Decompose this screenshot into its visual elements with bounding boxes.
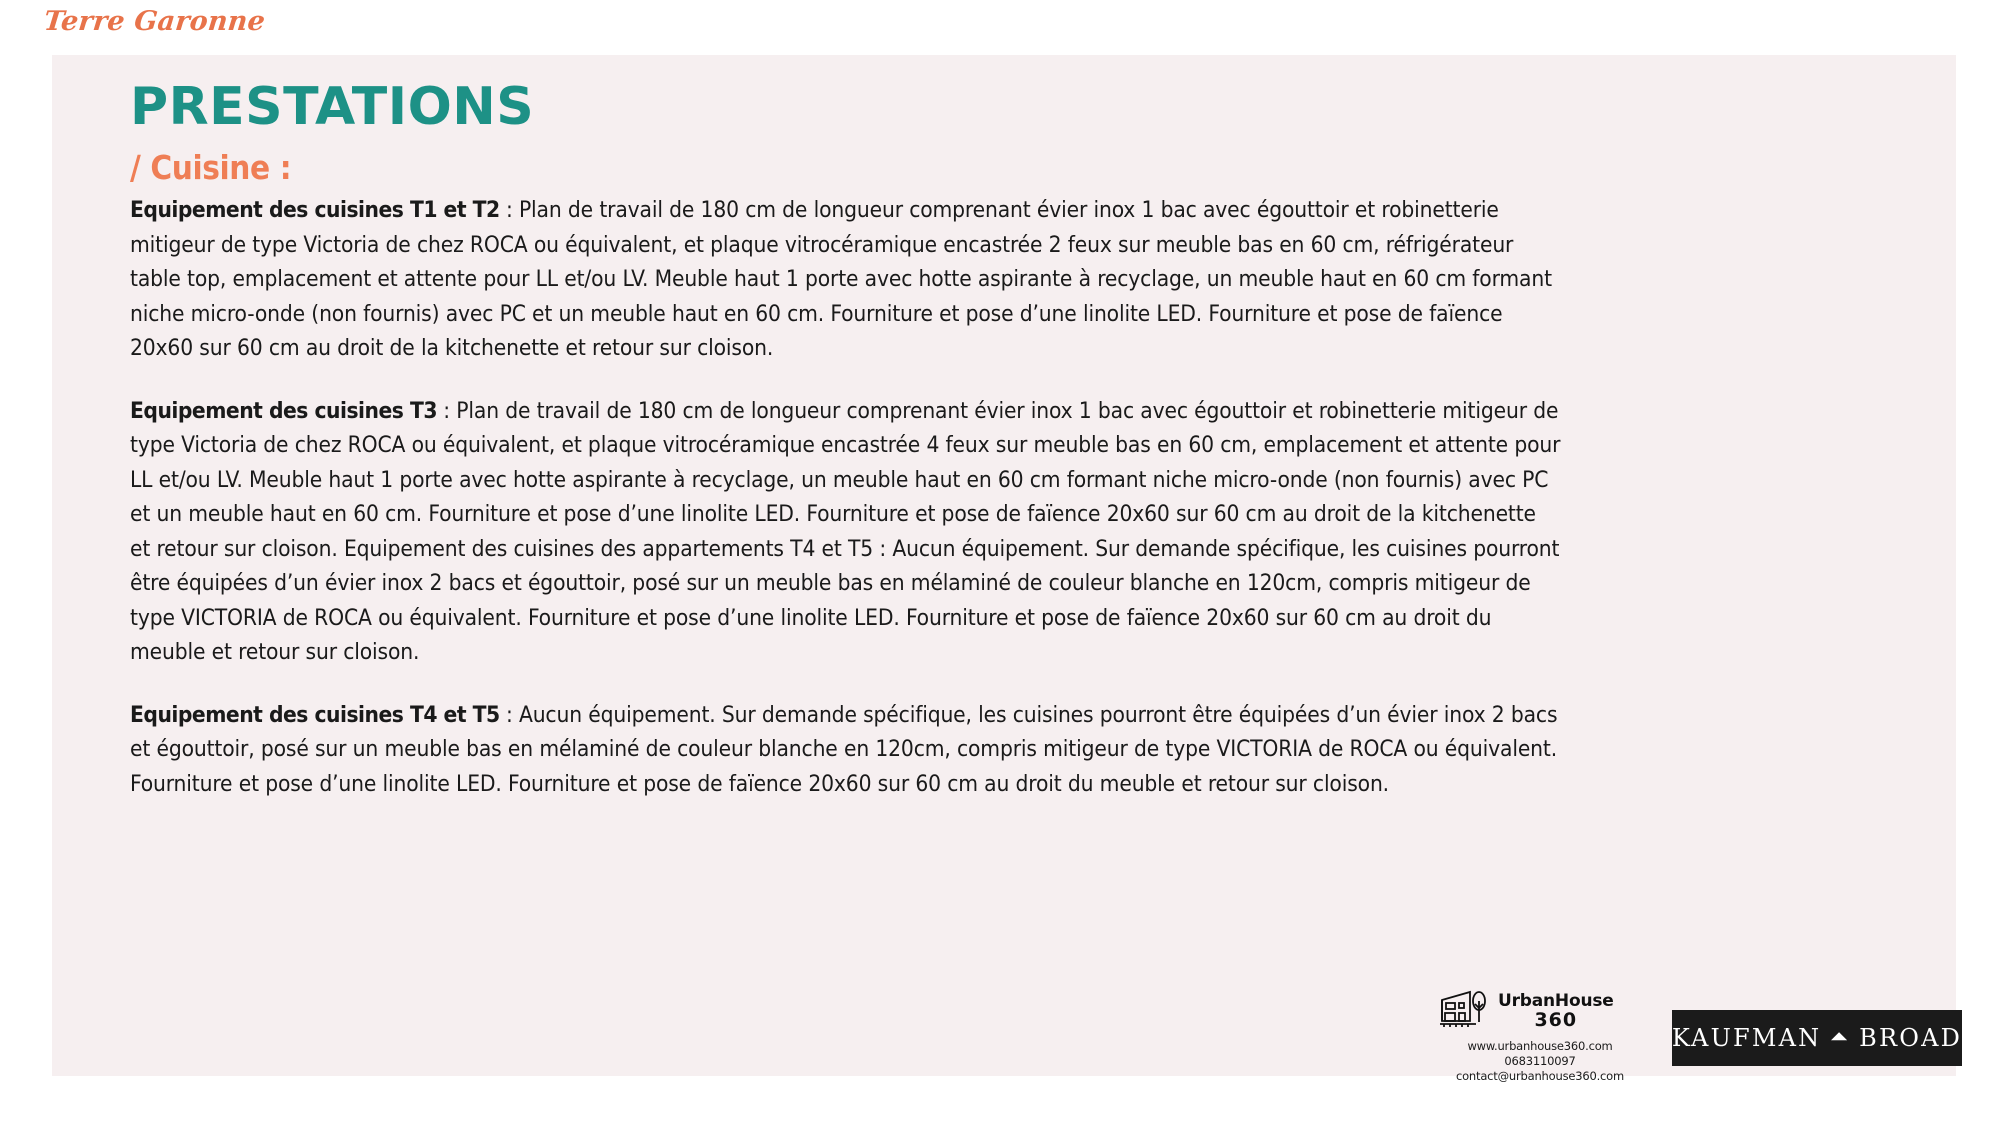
panel-inner [130,77,1916,801]
paragraph-t4-t5 [130,698,1562,802]
brand-logo: Terre Garonne [42,6,267,37]
page-title: PRESTATIONS [130,77,535,137]
paragraph-text: : Aucun équipement. Sur demande spécifique, les cuisines pourront être équipées d’un évier inox 2 bacs et égouttoir, posé sur un meuble bas en mélaminé de couleur blanche en 120cm, compris mitigeur de type VICTORIA de ROCA ou équivalent. Fourniture et pose d’une linolite LED. Fourniture et pose de faïence 20x60 sur 60 cm au droit du meuble et retour sur cloison. [130,701,1558,797]
urbanhouse-logo [1440,988,1640,1084]
paragraph-lead: Equipement des cuisines T1 et T2 [130,197,500,224]
paragraph-lead: Equipement des cuisines T3 [130,397,437,424]
house-tree-icon [1440,988,1492,1033]
paragraph-text: : Plan de travail de 180 cm de longueur comprenant évier inox 1 bac avec égouttoir et robinetterie mitigeur de type Victoria de chez ROCA ou équivalent, et plaque vitrocéramique encastrée 2 feux sur meuble bas en 60 cm, réfrigérateur table top, emplacement et attente pour LL et/ou LV. Meuble haut 1 porte avec hotte aspirante à recyclage, un meuble haut en 60 cm formant niche micro-onde (non fournis) avec PC et un meuble haut en 60 cm. Fourniture et pose d’une linolite LED. Fourniture et pose de faïence 20x60 sur 60 cm au droit de la kitchenette et retour sur cloison. [130,197,1552,362]
kaufman-word: KAUFMAN [1671,1024,1822,1052]
paragraph-lead: Equipement des cuisines T4 et T5 [130,701,500,728]
content-panel [52,55,1956,1076]
urbanhouse-contact [1440,1039,1640,1084]
urbanhouse-email[interactable]: contact@urbanhouse360.com [1455,1069,1625,1083]
paragraph-t3 [130,394,1562,670]
section-title-cuisine: / Cuisine : [130,148,292,188]
kaufman-broad-triangle-icon: ⏶ [1830,1025,1851,1050]
paragraph-text: : Plan de travail de 180 cm de longueur comprenant évier inox 1 bac avec égouttoir et robinetterie mitigeur de type Victoria de chez ROCA ou équivalent, et plaque vitrocéramique encastrée 4 feux sur meuble bas en 60 cm, emplacement et attente pour LL et/ou LV. Meuble haut 1 porte avec hotte aspirante à recyclage, un meuble haut en 60 cm formant niche micro-onde (non fournis) avec PC et un meuble haut en 60 cm. Fourniture et pose d’une linolite LED. Fourniture et pose de faïence 20x60 sur 60 cm au droit de la kitchenette et retour sur cloison. Equipement des cuisines des appartements T4 et T5 : Aucun équipement. Sur demande spécifique, les cuisines pourront être équipées d’un évier inox 2 bacs et égouttoir, posé sur un meuble bas en mélaminé de couleur blanche en 120cm, compris mitigeur de type VICTORIA de ROCA ou équivalent. Fourniture et pose d’une linolite LED. Fourniture et pose de faïence 20x60 sur 60 cm au droit du meuble et retour sur cloison. [130,397,1561,666]
urbanhouse-phone[interactable]: 0683110097 [1504,1054,1576,1068]
urbanhouse-website[interactable]: www.urbanhouse360.com [1467,1039,1613,1053]
urbanhouse-logo-top [1440,988,1640,1033]
urbanhouse-name [1498,992,1614,1030]
kaufman-broad-text [1672,1024,1962,1052]
urbanhouse-name-line2: 360 [1534,1008,1578,1031]
urbanhouse-name-line1: UrbanHouse [1498,990,1614,1011]
prestations-body [130,193,1562,801]
broad-word: BROAD [1859,1024,1963,1052]
footer-logos [1440,988,2000,1123]
kaufman-broad-logo [1672,1010,1962,1066]
paragraph-t1-t2 [130,193,1562,366]
